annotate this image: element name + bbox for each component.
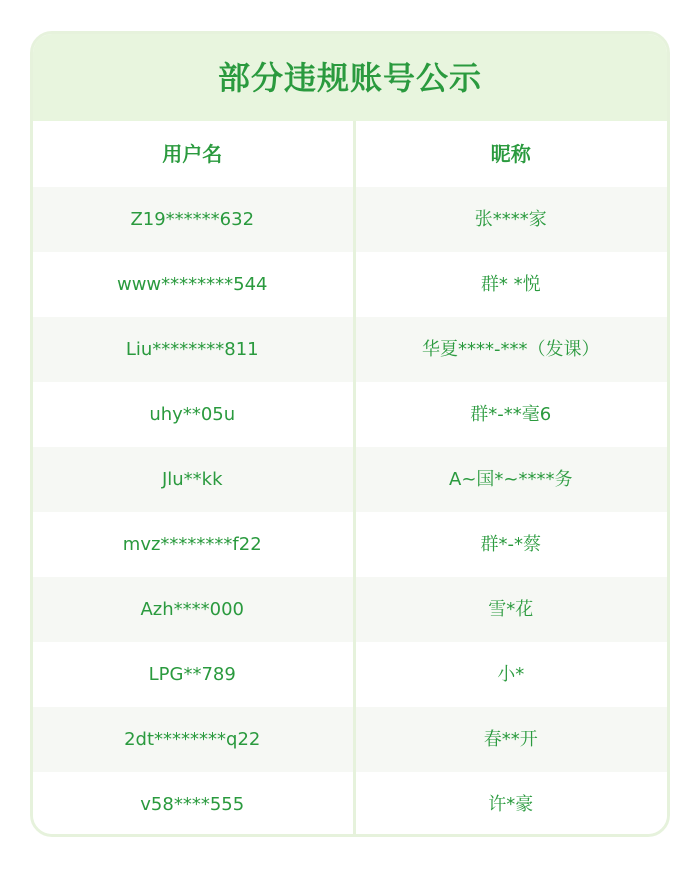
card-header bbox=[33, 34, 667, 121]
table-row bbox=[33, 707, 667, 772]
username-cell: LPG**789 bbox=[148, 663, 236, 685]
nickname-cell: A~国*~****务 bbox=[449, 468, 573, 490]
username-cell: 2dt********q22 bbox=[124, 728, 261, 750]
username-cell: Liu********811 bbox=[125, 338, 259, 360]
username-cell: v58****555 bbox=[140, 793, 245, 815]
nickname-cell: 群* *悦 bbox=[480, 273, 541, 295]
table-row bbox=[33, 512, 667, 577]
table-row bbox=[33, 447, 667, 512]
nickname-cell: 春**开 bbox=[483, 728, 538, 750]
table-row bbox=[33, 642, 667, 707]
nickname-cell: 华夏****-***（发课） bbox=[421, 338, 600, 360]
username-cell: Z19******632 bbox=[130, 208, 255, 230]
nickname-cell: 群*-**毫6 bbox=[470, 403, 552, 425]
column-divider bbox=[353, 121, 356, 837]
username-cell: mvz********f22 bbox=[122, 533, 262, 555]
nickname-cell: 群*-*蔡 bbox=[480, 533, 541, 555]
table-row bbox=[33, 317, 667, 382]
username-cell: www********544 bbox=[116, 273, 268, 295]
table-row bbox=[33, 252, 667, 317]
column-header-nickname: 昵称 bbox=[490, 142, 531, 166]
table-row bbox=[33, 382, 667, 447]
table-header-row bbox=[33, 121, 667, 187]
account-table bbox=[33, 121, 667, 837]
nickname-cell: 张****家 bbox=[474, 208, 547, 230]
table-row bbox=[33, 187, 667, 252]
username-cell: uhy**05u bbox=[149, 403, 236, 425]
table-row bbox=[33, 577, 667, 642]
page-title: 部分违规账号公示 bbox=[217, 58, 482, 97]
nickname-cell: 雪*花 bbox=[488, 598, 534, 620]
username-cell: Azh****000 bbox=[140, 598, 244, 620]
table-row bbox=[33, 772, 667, 837]
nickname-cell: 小* bbox=[497, 663, 525, 685]
column-header-username: 用户名 bbox=[162, 142, 223, 166]
violation-card bbox=[30, 31, 670, 837]
nickname-cell: 许*豪 bbox=[488, 793, 534, 815]
username-cell: Jlu**kk bbox=[161, 468, 223, 490]
